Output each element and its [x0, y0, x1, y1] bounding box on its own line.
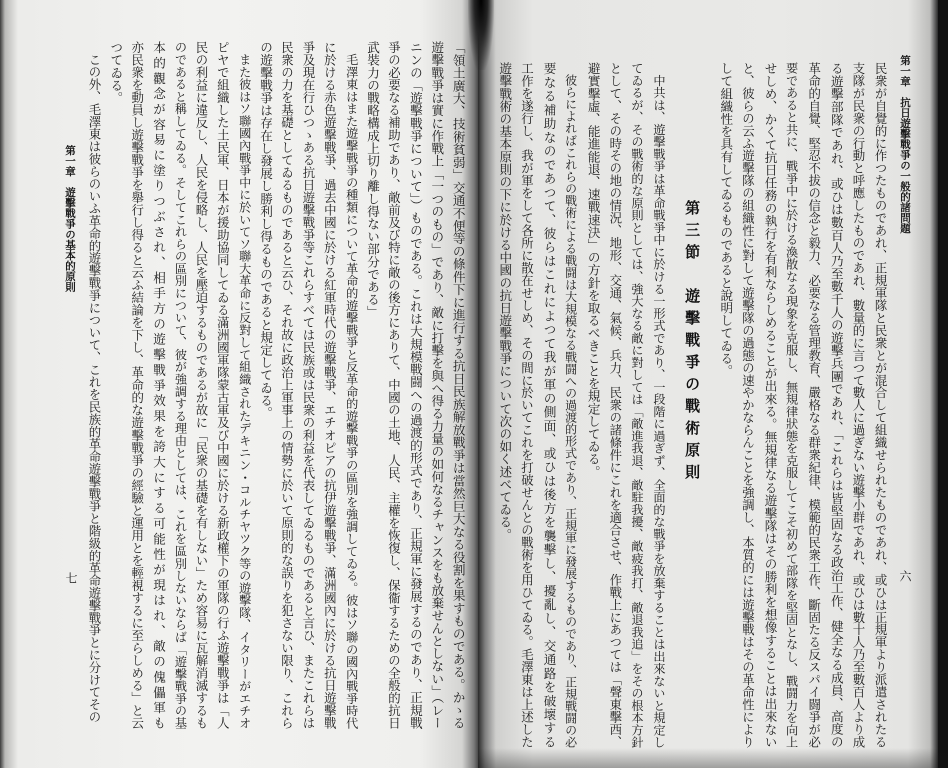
text-column: 遊擊戰術の基本原則の下に於ける中國の抗日遊擊戰爭について次の如く述べてゐる。 [497, 62, 513, 541]
text-column: 要であると共に、戰爭中に於ける渙散なる現象を克服し、無規律狀態を克服してこそ初めて部隊を堅固となし、戰闘力を向上 [784, 62, 799, 748]
text-column: また彼はソ聯國內戰爭中に於いてソ聯大革命に反對して組織されたデキニン・コルチヤツク等の遊擊隊、イタリーがエチオ [237, 41, 252, 729]
text-column: 革命的自覺、堅忍不拔の信念と毅力、必要なる管理教育、嚴格なる群衆紀律、模範的民衆工作、斷固たる反スパイ闘爭が必 [806, 62, 822, 748]
text-column: 武裝力の戰略構成上切り離し得ない部分である」 [365, 41, 381, 319]
text-column: 民衆の力を基礎としてゐるものであると云ひ、それ故に政治上軍事上の情勢に於いて原則的な誤りを犯さない限り、これら [279, 41, 295, 729]
text-column: てゐるが、その戰術的な原則としては、強大なる敵に對しては「敵進我退、敵駐我擾、敵疲我打、敵退我追」をその根本方針 [629, 62, 644, 748]
text-column: に於ける赤色遊擊戰爭、過去中國に於ける紅軍時代の遊擊戰爭、エチオピアの抗伊遊擊戰爭、滿洲國內に於ける抗日遊擊戰 [322, 41, 338, 729]
text-column: 支隊が民衆の行動と呼應したものであれ、數量的に言つて數人に過ぎない遊擊小群であれ、或ひは數十人乃至數百人より成 [850, 62, 866, 748]
text-column: 爭の必要なる補助であり、敵前及び特に敵の後方にありて、中國の土地、人民、主權を恢復し、保衞するための全般的抗日 [386, 41, 402, 729]
text-column: 爭及現在行ひつゝある抗日遊擊戰爭等これらすべては民族或は民衆の利益を代表してゐるものであると言ひ、またこれらは [300, 41, 316, 729]
page-number-left: 七 [64, 572, 78, 584]
text-column: 「領土廣大、技術貧弱」交通不便等の條件下に進行する抗日民族解放戰爭は當然巨大なる役割を果すものである。かゝる [450, 41, 466, 729]
text-column: と、彼らの云ふ遊擊隊の組織性に對して遊擊隊の過態の速やかならんことを強調し、本質的には遊擊戰はその革命性により [740, 62, 756, 748]
text-column: 本的觀念が容易に塗りつぶされ、相手方の遊擊戰爭效果を誇大にする可能性が現はれ、敵の傀儡軍も [151, 41, 167, 729]
text-column: 民衆が自覺的に作つたものであれ、正規軍隊と民衆とが混合して組織せられたものであれ、或ひは正規軍より派遣されたる [873, 62, 889, 748]
text-column: 要なる補助なのであつて、彼らはこれによつて我が軍の側面、或ひは後方を襲擊し、擾亂し、交通路を破壞する [541, 62, 557, 748]
running-head-right: 第一章 抗日遊擊戰爭の一般的諸問題 [899, 55, 911, 234]
book-spine-shadow [468, 0, 494, 70]
section-heading: 第三節 遊擊戰爭の戰術原則 [683, 200, 702, 486]
text-column: 亦民衆を動員し遊擊戰爭を舉行し得ると云ふ結論を下し、革命的な遊擊戰爭の經驗と運用とを輕視するに至らしめる」と云 [129, 41, 145, 729]
text-column: の遊擊戰爭は存在し發展し勝利し得るものであると規定してゐる。 [258, 41, 274, 419]
text-column: ニンの「遊擊戰爭について」）ものである。これは大規模戰闘への過渡的形式であり、正規軍に發展するのであり、正規戰 [407, 41, 423, 729]
text-column: のであると稱してゐる。そしてこれらの區別について、彼が強調する理由としては、これを區別しないならば「遊擊戰爭の基 [173, 41, 188, 729]
scan-edge [938, 0, 948, 768]
text-column: つてゐる。 [108, 41, 124, 104]
text-column: 毛澤東はまた遊擊戰爭の種類について革命的遊擊戰爭と反革命的遊擊戰爭の區別を強調してゐる。彼はソ聯の國內戰爭時代 [344, 41, 359, 729]
text-column: として、その時その地の情況、地形、交通、氣候、兵力、民衆の諸條件にこれを適合させ、作戰上にあつては「聲東擊西、 [607, 62, 623, 748]
page-bottom-shadow [478, 748, 948, 768]
text-column: 彼らによればこれらの戰術による戰闘は大規模なる戰闘への過渡的形式であり、正規軍に發展するものであり、正規戰闘の必 [563, 62, 578, 748]
text-column: ピヤで組織した土民軍、日本が援助協同してゐる滿洲國軍隊蒙古軍及び中國に於ける新政權下の軍隊の行ふ遊擊戰爭は「人 [215, 41, 231, 729]
text-column: る遊擊部隊であれ、或ひは數百人乃至數千人の遊擊兵團であれ、「これらは皆堅固なる政治工作、健全なる成員、高度の [828, 62, 844, 748]
text-column: この外、毛澤東は彼らのいふ革命的遊擊戰爭について、これを民族的革命遊擊戰爭と階級的革命遊擊戰爭とに分けてその [86, 41, 102, 723]
page-number-right: 六 [898, 570, 912, 582]
text-column: 民の利益に違反し、人民を侵略し、人民を壓迫するものであるが故に「民衆の基礎を有しない」ため容易に瓦解消滅するも [193, 41, 209, 729]
text-column: せしめ、かくて抗日任務の執行を有利ならしめることが出來る。無規律なる遊擊隊はその勝利を想像することは出來ない [762, 62, 778, 748]
text-column: して組織性を具有してゐるものであると說明してゐる。 [718, 62, 734, 377]
running-head-left: 第一章 遊擊戰爭の基本的原則 [64, 145, 76, 292]
text-column: 中共は、遊擊戰爭は革命戰爭中に於ける一形式であり、一段階に過ぎず、全面的な戰爭を放棄することは出來ないと規定し [652, 62, 667, 748]
text-column: 工作を遂行し、我が軍をして各所に散在せしめ、その間に於いてこれを打破せんとの戰術を用ひてゐる。毛澤東は上述した [519, 62, 535, 748]
text-column: 遊擊戰爭は實に作戰上「一つのもの」であり、敵に打擊を與へ得る力量の如何なるチャンスをも放棄せんとしない」（レー [429, 41, 445, 729]
text-column: 避實擊虛、能進能退、速戰速決」の方針を取るべきことを規定してゐる。 [585, 62, 601, 478]
